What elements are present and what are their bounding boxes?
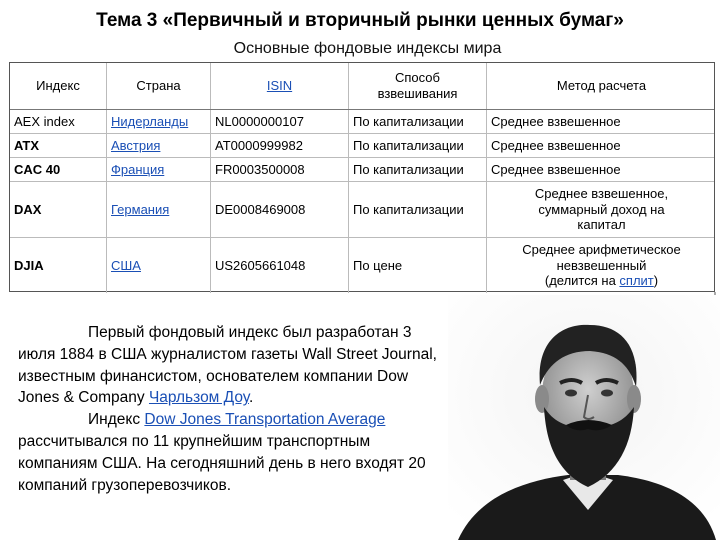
table-subtitle: Основные фондовые индексы мира [233,40,502,57]
method-line-pre: (делится на [544,273,620,289]
isin-cell: AT0000999982 [210,134,348,157]
method-line: Среднее арифметическое [522,242,681,258]
paragraph-text-1: Первый фондовый индекс был разработан 3 июля 1884 в США журналистом газеты Wall Street Journal, известным финансистом, основателем компании Dow Jones & Company [18,324,437,407]
country-cell[interactable] [106,158,210,181]
index-cell: AEX index [14,113,75,129]
method-line: капитал [577,217,626,233]
header-country: Страна [106,63,210,109]
charles-dow-portrait [448,295,720,540]
country-link[interactable]: Австрия [111,137,161,153]
table-row [10,133,714,157]
table-header-row [10,63,714,109]
charles-dow-link[interactable]: Чарльзом Доу [148,389,249,407]
isin-cell: DE0008469008 [210,182,348,237]
table-row [10,157,714,181]
paragraph-text-2-post: рассчитывался по 11 крупнейшим транспортным компаниям США. На сегодняшний день в него входят 20 компаний грузоперевозчиков. [18,432,426,494]
weighting-cell: По капитализации [348,182,486,237]
country-link[interactable]: Франция [111,161,165,177]
weighting-cell: По капитализации [348,134,486,157]
header-weighting-line1: Способ [395,70,440,86]
history-paragraph [18,322,448,496]
method-cell: Среднее взвешенное [486,158,716,181]
isin-link[interactable]: ISIN [266,78,293,94]
method-cell: Среднее взвешенное [486,110,716,133]
method-cell [486,238,716,293]
split-link[interactable]: сплит [619,273,654,289]
country-link[interactable]: Германия [111,201,170,217]
paragraph-text-1-end: . [248,389,254,407]
method-line: Среднее взвешенное, [534,186,669,202]
weighting-cell: По капитализации [348,158,486,181]
weighting-cell: По капитализации [348,110,486,133]
djta-link[interactable]: Dow Jones Transportation Average [144,411,386,429]
country-cell[interactable] [106,182,210,237]
isin-cell: US2605661048 [210,238,348,293]
method-cell [486,182,716,237]
method-line: невзвешенный [556,257,647,273]
indices-table [9,62,715,292]
country-cell[interactable] [106,238,210,293]
table-row [10,237,714,293]
header-weighting [348,63,486,109]
index-cell: DAX [14,201,42,217]
header-method: Метод расчета [486,63,716,109]
country-cell[interactable] [106,110,210,133]
header-isin[interactable] [210,63,348,109]
header-weighting-line2: взвешивания [377,86,458,101]
method-line: суммарный доход на [538,201,665,217]
page-title: Тема 3 «Первичный и вторичный рынки ценных бумаг» [96,10,624,31]
method-cell: Среднее взвешенное [486,134,716,157]
table-row [10,181,714,237]
paragraph-text-2-pre: Индекс [88,411,145,429]
method-line [545,273,658,289]
table-row [10,109,714,133]
country-cell[interactable] [106,134,210,157]
weighting-cell: По цене [348,238,486,293]
index-cell: CAC 40 [14,161,61,177]
header-index: Индекс [36,78,80,94]
index-cell: DJIA [14,257,44,273]
index-cell: ATX [14,137,40,153]
country-link[interactable]: США [111,257,141,273]
isin-cell: FR0003500008 [210,158,348,181]
method-line-post: ) [653,273,659,289]
isin-cell: NL0000000107 [210,110,348,133]
country-link[interactable]: Нидерланды [111,113,189,129]
